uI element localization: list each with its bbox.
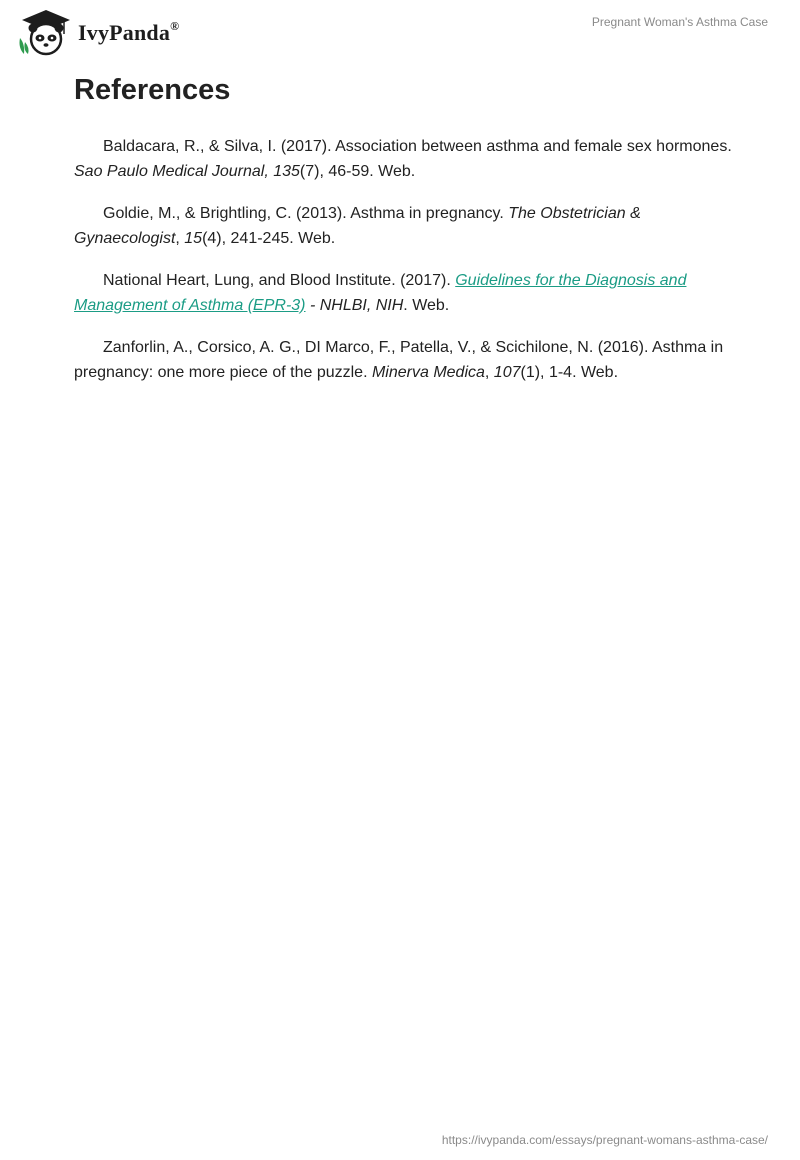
- reference-item: Baldacara, R., & Silva, I. (2017). Association between asthma and female sex hormones. Sao Paulo Medical Journal, 135(7), 46-59. Web.: [74, 138, 732, 180]
- guidelines-link[interactable]: Guidelines for the Diagnosis and Management of Asthma (EPR-3): [74, 272, 687, 314]
- reference-item: Zanforlin, A., Corsico, A. G., DI Marco, F., Patella, V., & Scichilone, N. (2016). Asthma in pregnancy: one more piece of the puzzle. Minerva Medica, 107(1), 1-4. Web.: [74, 339, 724, 381]
- page-header: [0, 0, 800, 60]
- brand-name[interactable]: IvyPanda®: [78, 18, 180, 45]
- reference-item: Goldie, M., & Brightling, C. (2013). Asthma in pregnancy. The Obstetrician & Gynaecologist, 15(4), 241-245. Web.: [74, 205, 641, 247]
- page-title: References: [74, 74, 231, 106]
- footer-url[interactable]: https://ivypanda.com/essays/pregnant-womans-asthma-case/: [441, 1133, 768, 1147]
- document-title: Pregnant Woman's Asthma Case: [591, 15, 768, 29]
- reference-item: National Heart, Lung, and Blood Institute. (2017). Guidelines for the Diagnosis and Management of Asthma (EPR-3) - NHLBI, NIH. Web.: [74, 272, 687, 314]
- reference-list: [74, 134, 734, 402]
- ivypanda-logo-icon[interactable]: [16, 8, 76, 56]
